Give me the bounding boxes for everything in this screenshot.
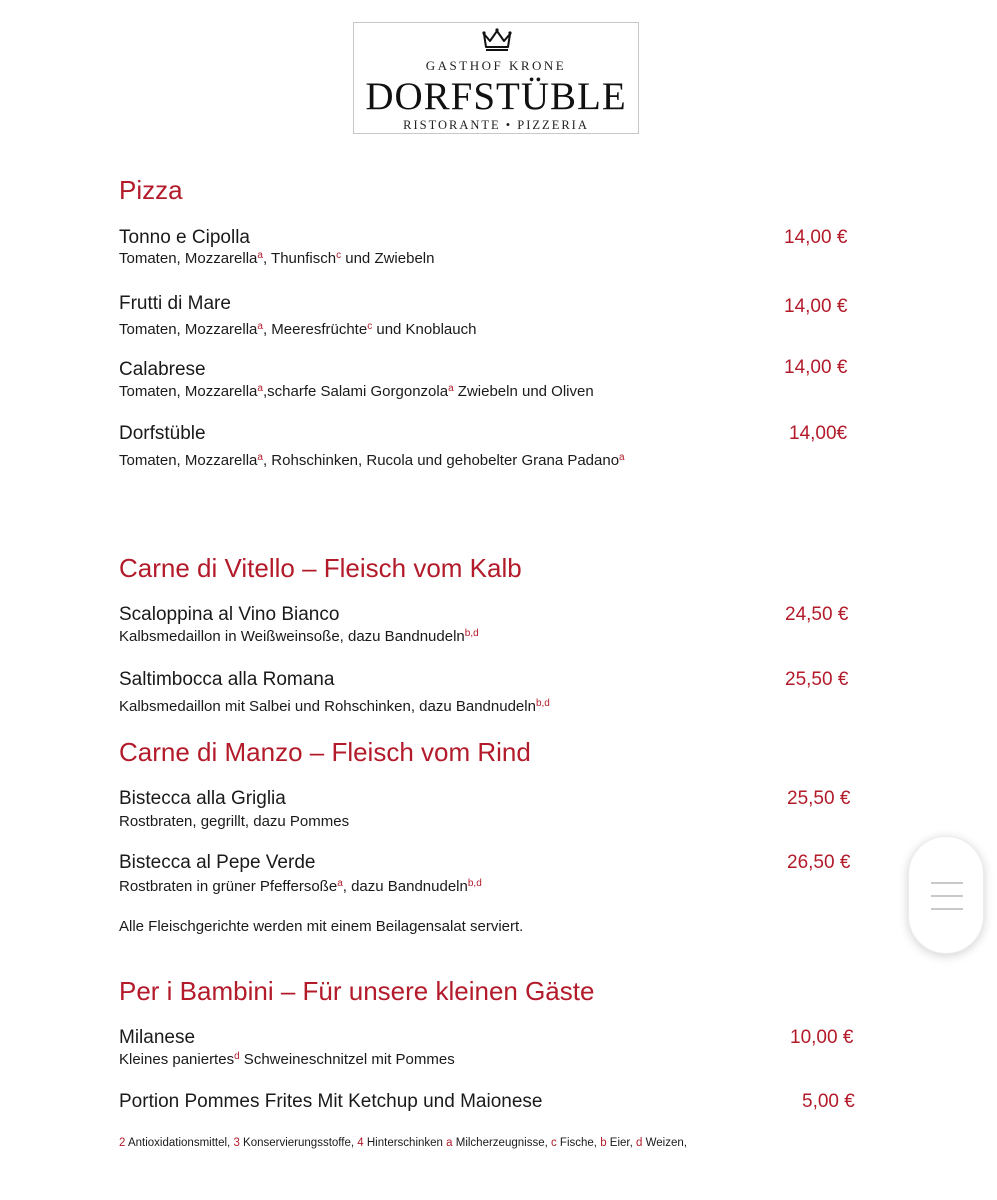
description-text: Tomaten, Mozzarella (119, 452, 258, 469)
footnote-code: c (550, 1137, 557, 1149)
allergen-code: a (448, 383, 454, 394)
allergen-footnote (119, 1137, 687, 1149)
dish-description (119, 452, 625, 469)
allergen-code: a (619, 452, 625, 463)
footnote-text: Hinterschinken (363, 1137, 447, 1149)
dish-price: 14,00 € (784, 227, 848, 248)
footnote-code: 3 (233, 1137, 240, 1149)
description-text: und Zwiebeln (341, 250, 435, 267)
allergen-code: b,d (467, 878, 482, 889)
description-text: ,scharfe Salami Gorgonzola (262, 383, 449, 400)
crown-icon (481, 27, 513, 53)
dish-name: Calabrese (119, 359, 206, 380)
description-text: und Knoblauch (372, 321, 477, 338)
dish-description (119, 383, 594, 400)
allergen-code: b,d (464, 628, 479, 639)
allergen-code: a (257, 452, 263, 463)
footnote-code: d (636, 1137, 643, 1149)
dish-price: 25,50 € (785, 669, 849, 690)
footnote-text: Konservierungsstoffe, (239, 1137, 358, 1149)
logo-subtitle-bottom: RISTORANTE • PIZZERIA (403, 118, 589, 132)
allergen-code: a (257, 250, 263, 261)
dish-description (119, 1051, 455, 1068)
allergen-code: b,d (535, 698, 550, 709)
dish-description (119, 628, 479, 645)
dish-description (119, 698, 550, 715)
description-text: Kalbsmedaillon in Weißweinsoße, dazu Bandnudeln (119, 628, 465, 645)
footnote-text: Fische, (556, 1137, 601, 1149)
description-text: , Rohschinken, Rucola und gehobelter Grana Padano (262, 452, 620, 469)
dish-name: Saltimbocca alla Romana (119, 669, 335, 690)
dish-price: 14,00 € (784, 357, 848, 378)
section-heading-pizza: Pizza (119, 175, 183, 205)
dish-price: 14,00€ (789, 423, 848, 444)
floating-menu-button[interactable] (908, 836, 984, 954)
dish-description (119, 813, 349, 830)
dish-name: Frutti di Mare (119, 293, 231, 314)
footnote-code: 4 (357, 1137, 364, 1149)
dish-name: Tonno e Cipolla (119, 227, 250, 248)
dish-price: 26,50 € (787, 852, 851, 873)
description-text: Kleines paniertes (119, 1051, 235, 1068)
description-text: Kalbsmedaillon mit Salbei und Rohschinken, dazu Bandnudeln (119, 698, 536, 715)
footnote-text: Weizen, (642, 1137, 687, 1149)
footnote-text: Eier, (606, 1137, 637, 1149)
description-text: Schweineschnitzel mit Pommes (239, 1051, 455, 1068)
dish-description (119, 878, 482, 895)
dish-price: 14,00 € (784, 296, 848, 317)
logo-subtitle-top: GASTHOF KRONE (425, 58, 567, 73)
allergen-code: c (367, 321, 373, 332)
description-text: Tomaten, Mozzarella (119, 321, 258, 338)
dish-price: 24,50 € (785, 604, 849, 625)
footnote-code: a (446, 1137, 453, 1149)
description-text: , dazu Bandnudeln (342, 878, 468, 895)
dish-name: Bistecca alla Griglia (119, 788, 286, 809)
logo-name: DORFSTÜBLE (365, 75, 627, 118)
allergen-code: c (336, 250, 342, 261)
section-heading-beef: Carne di Manzo – Fleisch vom Rind (119, 737, 531, 767)
dish-name: Portion Pommes Frites Mit Ketchup und Maionese (119, 1091, 543, 1112)
description-text: Tomaten, Mozzarella (119, 250, 258, 267)
dish-name: Milanese (119, 1027, 196, 1048)
dish-price: 5,00 € (802, 1091, 855, 1112)
menu-note: Alle Fleischgerichte werden mit einem Beilagensalat serviert. (119, 918, 524, 935)
description-text: Rostbraten, gegrillt, dazu Pommes (119, 813, 350, 830)
description-text: Rostbraten in grüner Pfeffersoße (119, 878, 338, 895)
description-text: Zwiebeln und Oliven (453, 383, 594, 400)
dish-description (119, 250, 434, 267)
footnote-code: 2 (119, 1137, 126, 1149)
footnote-text: Antioxidationsmittel, (125, 1137, 234, 1149)
dish-name: Scaloppina al Vino Bianco (119, 604, 340, 625)
description-text: , Thunfisch (262, 250, 337, 267)
section-heading-kids: Per i Bambini – Für unsere kleinen Gäste (119, 976, 595, 1006)
description-text: , Meeresfrüchte (262, 321, 368, 338)
footnote-text: Milcherzeugnisse, (452, 1137, 551, 1149)
allergen-code: d (234, 1051, 240, 1062)
dish-description (119, 321, 476, 338)
footnote-code: b (600, 1137, 607, 1149)
allergen-code: a (257, 321, 263, 332)
dish-price: 10,00 € (790, 1027, 854, 1048)
section-heading-veal: Carne di Vitello – Fleisch vom Kalb (119, 553, 522, 583)
allergen-code: a (337, 878, 343, 889)
allergen-code: a (257, 383, 263, 394)
dish-name: Bistecca al Pepe Verde (119, 852, 316, 873)
dish-price: 25,50 € (787, 788, 851, 809)
dish-name: Dorfstüble (119, 423, 206, 444)
restaurant-logo (353, 22, 639, 134)
description-text: Tomaten, Mozzarella (119, 383, 258, 400)
